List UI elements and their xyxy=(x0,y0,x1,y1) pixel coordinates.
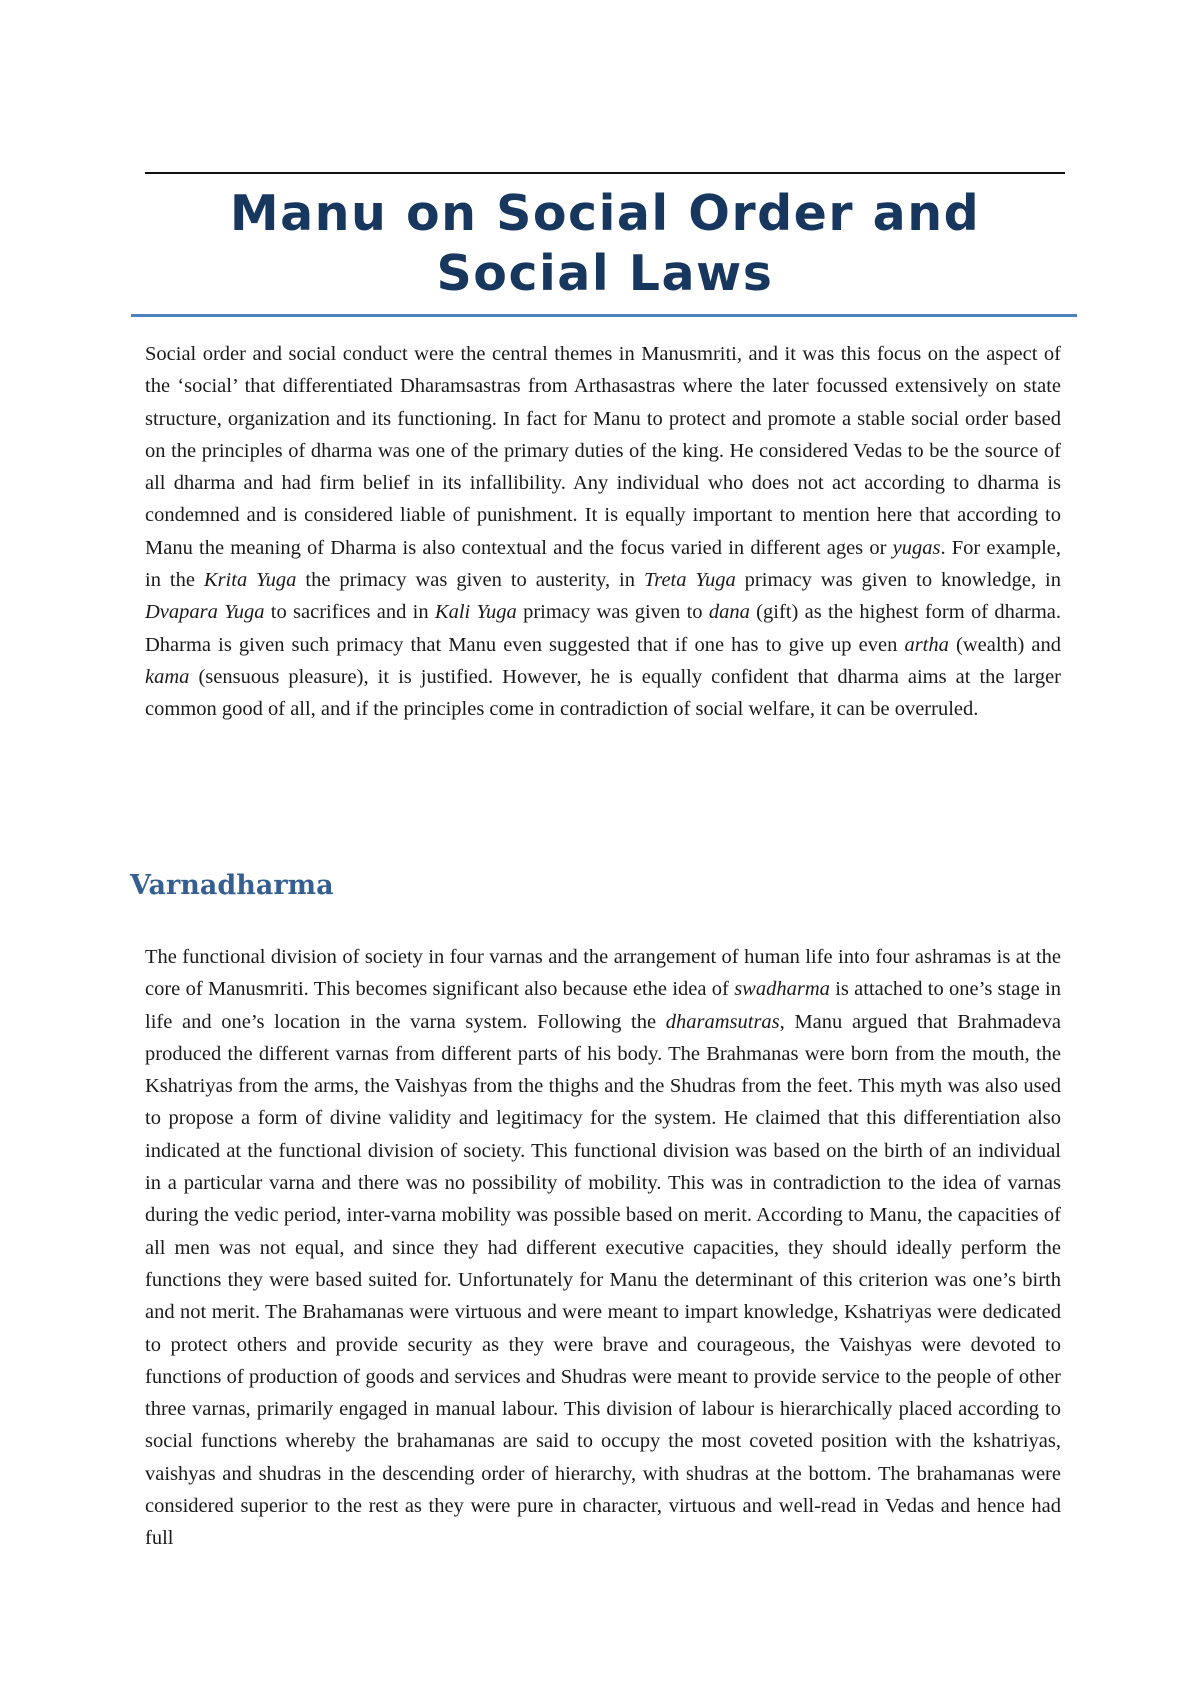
italic-term: dana xyxy=(708,601,750,624)
italic-term: dharamsutras xyxy=(665,1010,780,1033)
section-heading: Varnadharma xyxy=(130,870,334,901)
page-title: Manu on Social Order and Social Laws xyxy=(229,185,981,302)
italic-term: swadharma xyxy=(734,978,830,1001)
intro-paragraph: Social order and social conduct were the central themes in Manusmriti, and it was this focus on the aspect of the ‘social’ that differentiated Dharamsastras from Arthasastras where the later focussed extensively on state structure, organization and its functioning. In fact for Manu to protect and promote a stable social order based on the principles of dharma was one of the primary duties of the king. He considered Vedas to be the source of all dharma and had firm belief in its infallibility. Any individual who does not act according to dharma is condemned and is considered liable of punishment. It is equally important to mention here that according to Manu the meaning of Dharma is also contextual and the focus varied in different ages or yugas. For example, in the Krita Yuga the primacy was given to austerity, in Treta Yuga primacy was given to knowledge, in Dvapara Yuga to sacrifices and in Kali Yuga primacy was given to dana (gift) as the highest form of dharma. Dharma is given such primacy that Manu even suggested that if one has to give up even artha (wealth) and kama (sensuous pleasure), it is justified. However, he is equally confident that dharma aims at the larger common good of all, and if the principles come in contradiction of social welfare, it can be overruled. xyxy=(145,343,1061,721)
italic-term: yugas xyxy=(892,536,941,559)
title-block xyxy=(145,172,1065,317)
italic-term: Kali Yuga xyxy=(434,601,517,624)
italic-term: Treta Yuga xyxy=(643,569,736,592)
italic-term: Dvapara Yuga xyxy=(145,601,265,624)
italic-term: kama xyxy=(145,665,190,688)
italic-term: artha xyxy=(904,633,949,656)
section-paragraph: The functional division of society in four varnas and the arrangement of human life into four ashramas is at the core of Manusmriti. This becomes significant also because ethe idea of swadharma is attached to one’s stage in life and one’s location in the varna system. Following the dharamsutras, Manu argued that Brahmadeva produced the different varnas from different parts of his body. The Brahmanas were born from the mouth, the Kshatriyas from the arms, the Vaishyas from the thighs and the Shudras from the feet. This myth was also used to propose a form of divine validity and legitimacy for the system. He claimed that this differentiation also indicated at the functional division of society. This functional division was based on the birth of an individual in a particular varna and there was no possibility of mobility. This was in contradiction to the idea of varnas during the vedic period, inter-varna mobility was possible based on merit. According to Manu, the capacities of all men was not equal, and since they had different executive capacities, they should ideally perform the functions they were based suited for. Unfortunately for Manu the determinant of this criterion was one’s birth and not merit. The Brahamanas were virtuous and were meant to impart knowledge, Kshatriyas were dedicated to protect others and provide security as they were brave and courageous, the Vaishyas were devoted to functions of production of goods and services and Shudras were meant to provide service to the people of other three varnas, primarily engaged in manual labour. This division of labour is hierarchically placed according to social functions whereby the brahamanas are said to occupy the most coveted position with the kshatriyas, vaishyas and shudras in the descending order of hierarchy, with shudras at the bottom. The brahamanas were considered superior to the rest as they were pure in character, virtuous and well-read in Vedas and hence had full xyxy=(145,946,1061,1550)
italic-term: Krita Yuga xyxy=(203,569,297,592)
title-bottom-rule xyxy=(131,314,1077,317)
title-top-rule xyxy=(145,172,1065,174)
